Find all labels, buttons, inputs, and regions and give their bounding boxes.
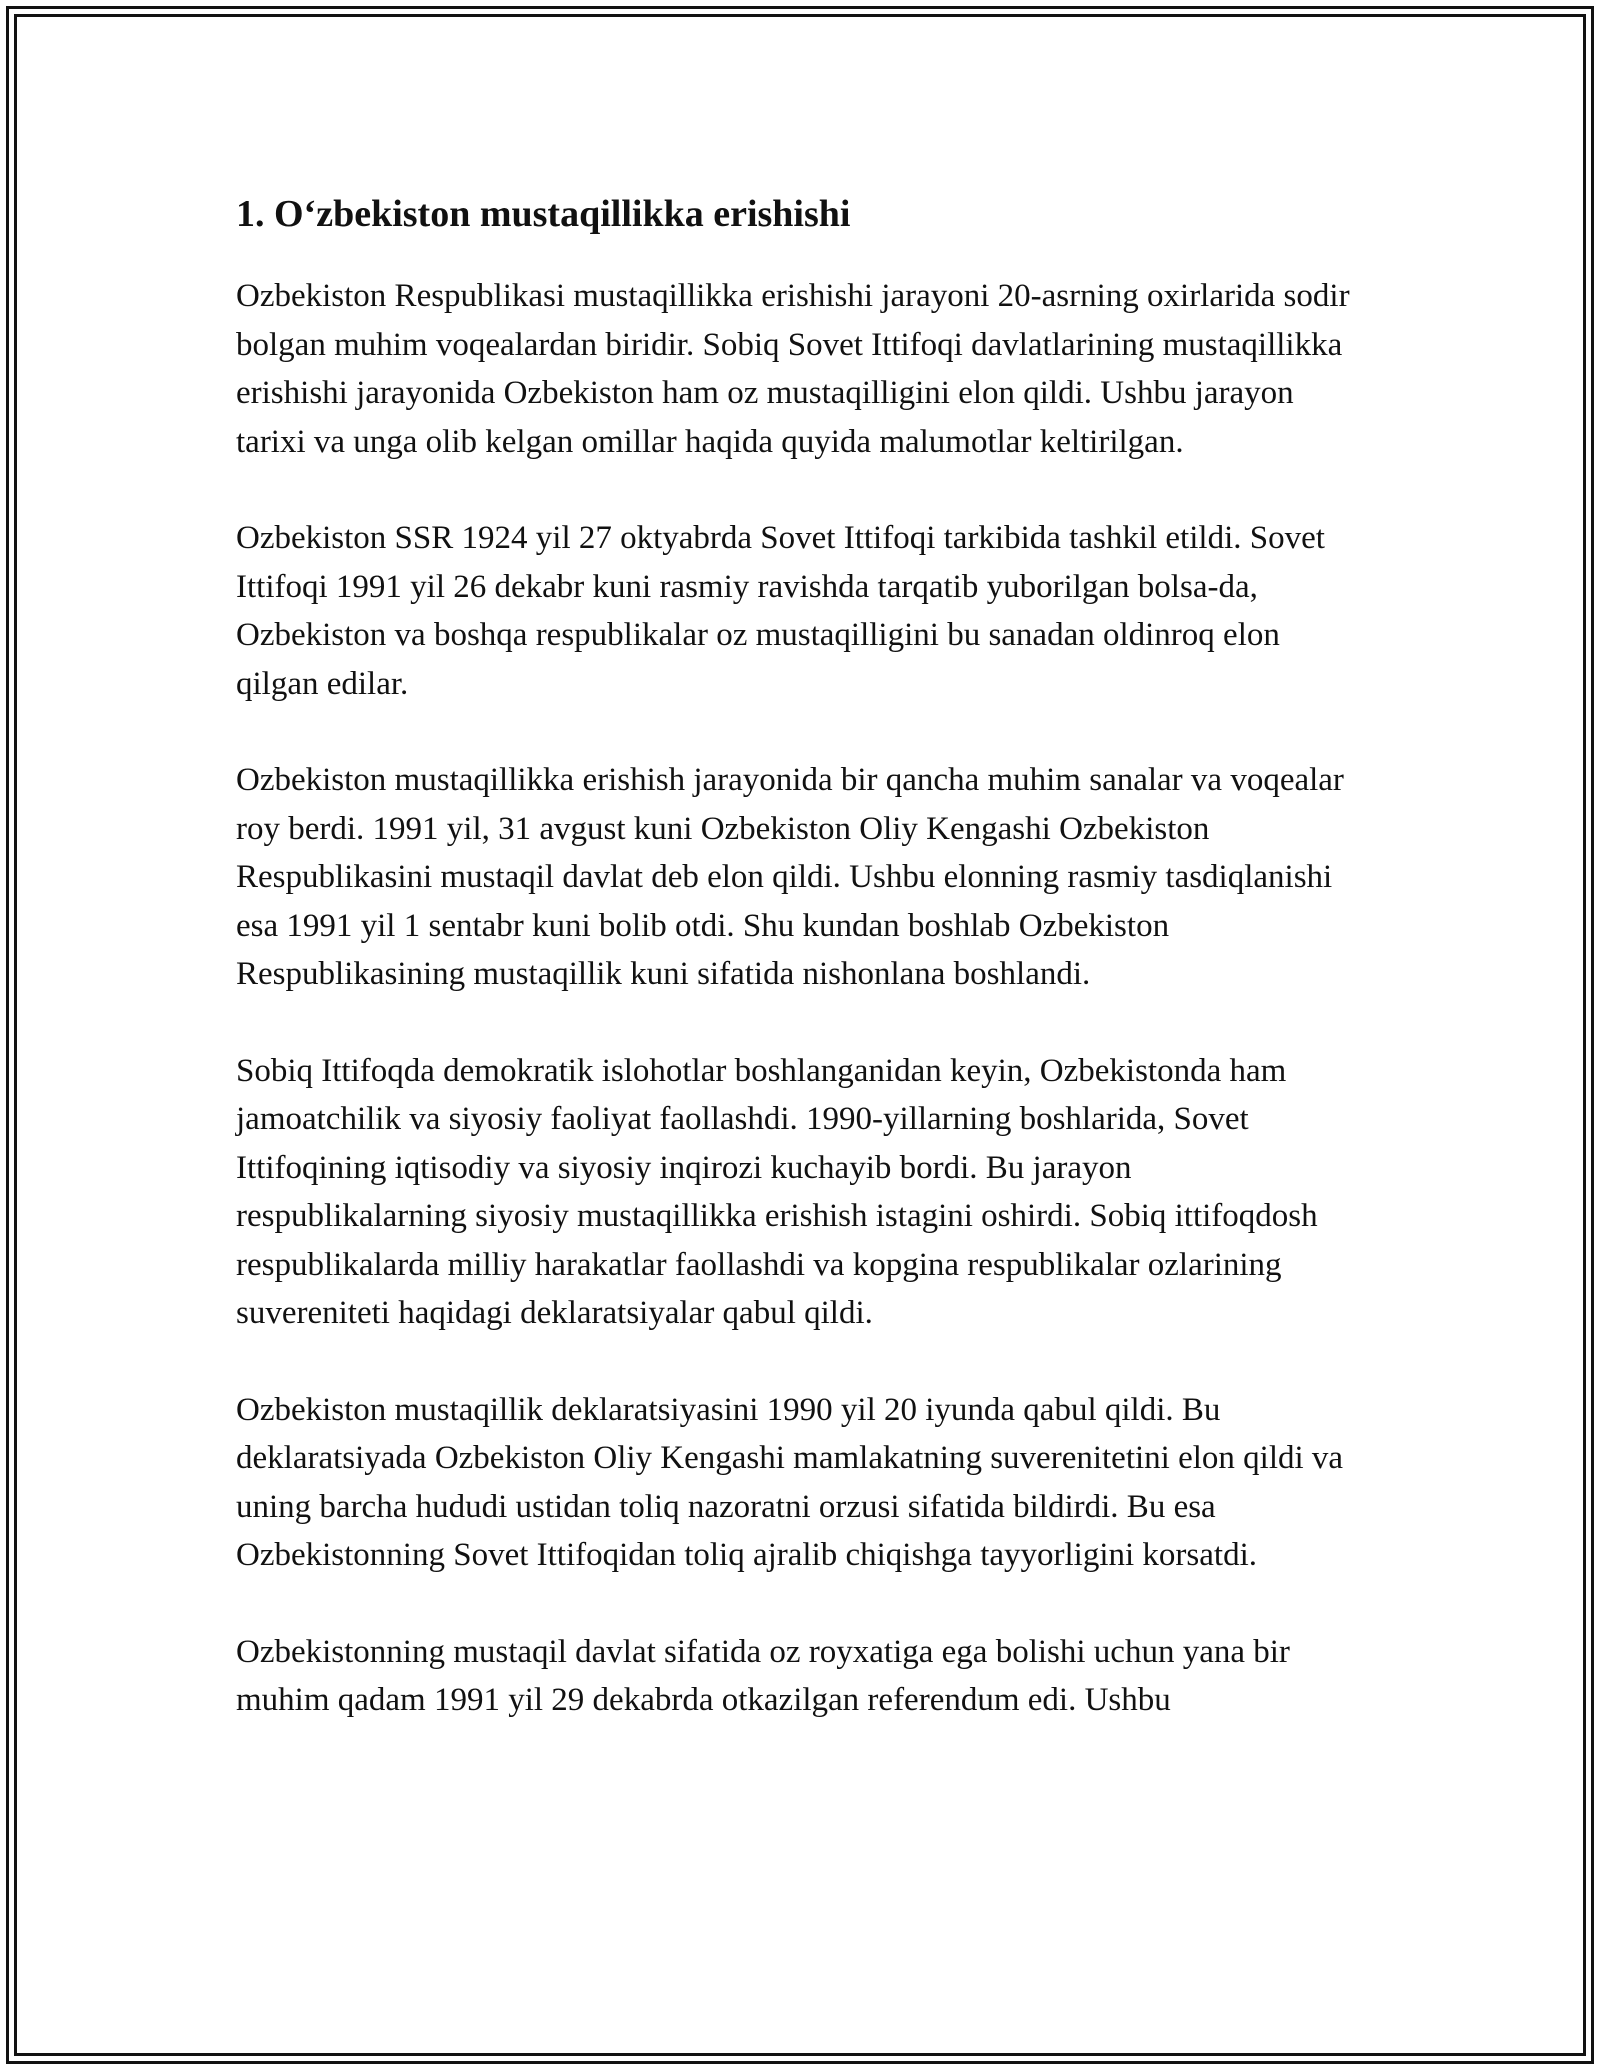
paragraph-1: Ozbekiston Respublikasi mustaqillikka erishishi jarayoni 20-asrning oxirlarida sodir bolgan muhim voqealardan biridir. Sobiq Sovet Ittifoqi davlatlarining mustaqillikka erishishi jarayonida Ozbekiston ham oz mustaqilligini elon qildi. Ushbu jarayon tarixi va unga olib kelgan omillar haqida quyida malumotlar keltirilgan. [236,278,1350,460]
document-body [236,186,1366,1773]
paragraph-2: Ozbekiston SSR 1924 yil 27 oktyabrda Sovet Ittifoqi tarkibida tashkil etildi. Sovet Ittifoqi 1991 yil 26 dekabr kuni rasmiy ravishda tarqatib yuborilgan bolsa-da, Ozbekiston va boshqa respublikalar oz mustaqilligini bu sanadan oldinroq elon qilgan edilar. [236,520,1325,702]
paragraph-5: Ozbekiston mustaqillik deklaratsiyasini 1990 yil 20 iyunda qabul qildi. Bu deklaratsiyada Ozbekiston Oliy Kengashi mamlakatning suverenitetini elon qildi va uning barcha hududi ustidan toliq nazoratni orzusi sifatida bildirdi. Bu esa Ozbekistonning Sovet Ittifoqidan toliq ajralib chiqishga tayyorligini korsatdi. [236,1391,1344,1573]
paragraph-4: Sobiq Ittifoqda demokratik islohotlar boshlanganidan keyin, Ozbekistonda ham jamoatchilik va siyosiy faoliyat faollashdi. 1990-yillarning boshlarida, Sovet Ittifoqining iqtisodiy va siyosiy inqirozi kuchayib bordi. Bu jarayon respublikalarning siyosiy mustaqillikka erishish istagini oshirdi. Sobiq ittifoqdosh respublikalarda milliy harakatlar faollashdi va kopgina respublikalar ozlarining suvereniteti haqidagi deklaratsiyalar qabul qildi. [236,1052,1318,1331]
section-title: 1. O‘zbekiston mustaqillikka erishishi [236,193,851,235]
paragraph-6: Ozbekistonning mustaqil davlat sifatida oz royxatiga ega bolishi uchun yana bir muhim qadam 1991 yil 29 dekabrda otkazilgan referendum edi. Ushbu [236,1633,1290,1718]
paragraph-3: Ozbekiston mustaqillikka erishish jarayonida bir qancha muhim sanalar va voqealar roy berdi. 1991 yil, 31 avgust kuni Ozbekiston Oliy Kengashi Ozbekiston Respublikasini mustaqil davlat deb elon qildi. Ushbu elonning rasmiy tasdiqlanishi esa 1991 yil 1 sentabr kuni bolib otdi. Shu kundan boshlab Ozbekiston Respublikasining mustaqillik kuni sifatida nishonlana boshlandi. [236,762,1344,992]
